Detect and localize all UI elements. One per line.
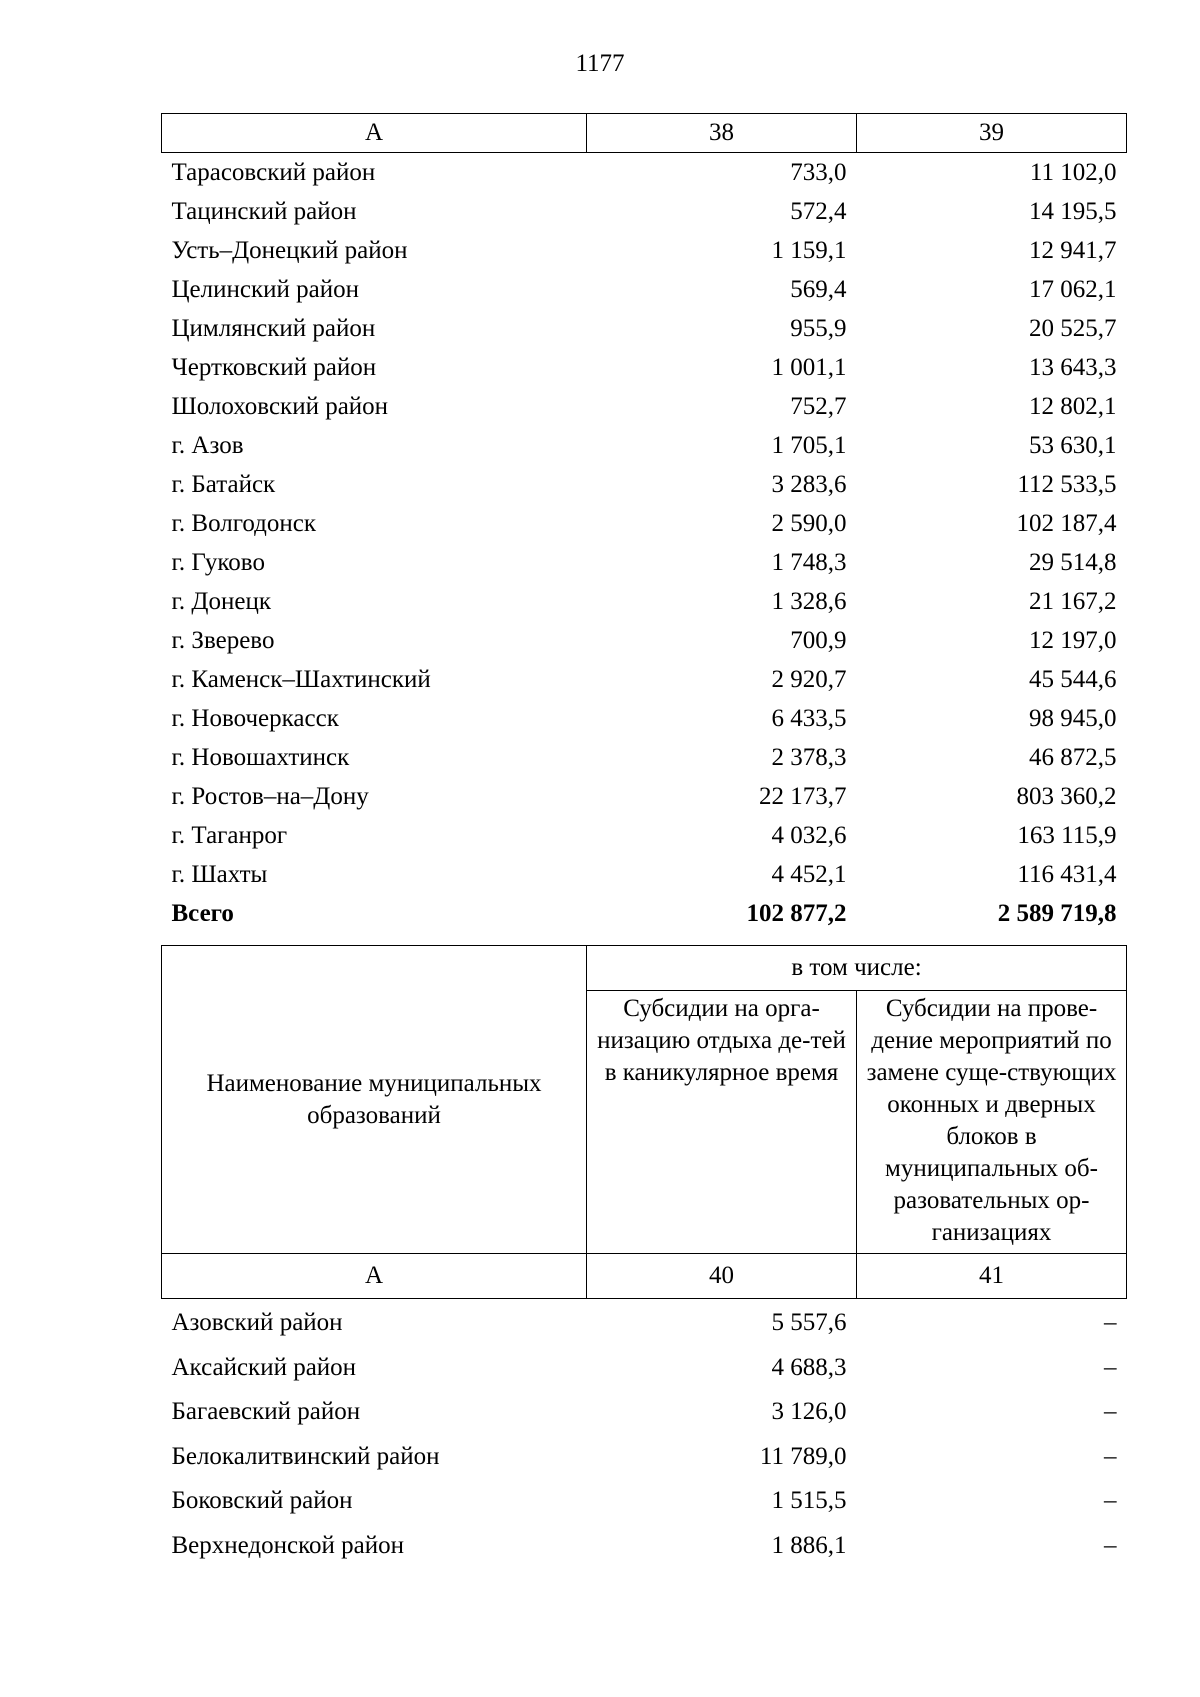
table-row	[162, 270, 1127, 309]
column-code-row	[162, 114, 1127, 153]
amount-cell: 46 872,5	[1029, 744, 1117, 771]
municipality-name-header: Наименование муниципальных образований	[162, 946, 587, 1254]
table-row	[162, 1524, 1127, 1569]
municipality-name: г. Волгодонск	[171, 510, 317, 537]
amount-cell: 112 533,5	[1017, 471, 1117, 498]
municipality-name: г. Шахты	[171, 861, 268, 888]
municipality-name: г. Гуково	[171, 549, 265, 576]
municipality-name: Шолоховский район	[171, 393, 389, 420]
municipality-name: Чертковский район	[171, 354, 377, 381]
table-row	[162, 309, 1127, 348]
column-code-38: 38	[587, 114, 857, 153]
amount-cell: 1 515,5	[771, 1487, 847, 1514]
amount-cell: 2 378,3	[771, 744, 847, 771]
municipality-name: г. Ростов–на–Дону	[171, 783, 369, 810]
municipality-name: Усть–Донецкий район	[171, 237, 408, 264]
municipality-name: г. Новошахтинск	[171, 744, 350, 771]
table-row	[162, 387, 1127, 426]
amount-cell: 955,9	[790, 315, 847, 342]
municipality-name: Аксайский район	[171, 1353, 357, 1381]
amount-cell: 752,7	[790, 393, 847, 420]
amount-cell: 45 544,6	[1029, 666, 1117, 693]
municipality-name: г. Батайск	[171, 471, 276, 498]
amount-cell: –	[1104, 1353, 1117, 1381]
amount-cell: 12 802,1	[1029, 393, 1117, 420]
amount-cell: 21 167,2	[1029, 588, 1117, 615]
amount-cell: 4 032,6	[771, 822, 847, 849]
municipality-name: г. Таганрог	[171, 822, 288, 849]
amount-cell: 11 789,0	[759, 1442, 847, 1470]
col41-header: Субсидии на прове-дение мероприятий по замене суще-ствующих оконных и дверных блоков в муниципальных об-разовательных ор-ганизациях	[857, 991, 1127, 1254]
table-row	[162, 465, 1127, 504]
column-code-row	[162, 1254, 1127, 1299]
table-row	[162, 699, 1127, 738]
table-row	[162, 543, 1127, 582]
amount-cell: 12 941,7	[1029, 237, 1117, 264]
amount-cell: 5 557,6	[771, 1309, 847, 1336]
column-code-39: 39	[857, 114, 1127, 153]
amount-cell: 3 283,6	[771, 471, 847, 498]
amount-cell: 11 102,0	[1029, 159, 1117, 186]
table-row	[162, 1479, 1127, 1524]
municipality-name: Боковский район	[171, 1487, 353, 1514]
table-row	[162, 621, 1127, 660]
amount-cell: –	[1104, 1487, 1117, 1514]
amount-cell: –	[1104, 1309, 1117, 1336]
municipality-name: Тарасовский район	[171, 159, 376, 186]
municipality-name: Целинский район	[171, 276, 359, 303]
amount-cell: 29 514,8	[1029, 549, 1117, 576]
amount-cell: 1 328,6	[771, 588, 847, 615]
municipality-name: Верхнедонской район	[171, 1531, 404, 1559]
municipality-name: г. Каменск–Шахтинский	[171, 666, 431, 693]
municipality-name: Белокалитвинский район	[171, 1442, 440, 1470]
column-code-41: 41	[857, 1254, 1127, 1299]
table-row	[162, 1346, 1127, 1391]
amount-cell: 1 748,3	[771, 549, 847, 576]
municipality-name: г. Зверево	[171, 627, 275, 654]
table-row	[162, 660, 1127, 699]
municipality-name: Тацинский район	[171, 198, 357, 225]
amount-cell: 4 688,3	[771, 1353, 847, 1381]
municipality-name: Цимлянский район	[171, 315, 376, 342]
table-row	[162, 1299, 1127, 1346]
amount-cell: 1 159,1	[771, 237, 847, 264]
total-label: Всего	[171, 900, 234, 927]
column-code-a: А	[162, 1254, 587, 1299]
amount-cell: 1 001,1	[771, 354, 847, 381]
column-code-40: 40	[587, 1254, 857, 1299]
amount-cell: 733,0	[790, 159, 847, 186]
table-row	[162, 426, 1127, 465]
amount-cell: 803 360,2	[1016, 783, 1117, 810]
table-row	[162, 504, 1127, 543]
municipality-name: Азовский район	[171, 1309, 343, 1336]
amount-cell: –	[1104, 1398, 1117, 1425]
amount-cell: 4 452,1	[771, 861, 847, 888]
table-row	[162, 855, 1127, 894]
amount-cell: 2 920,7	[771, 666, 847, 693]
table-row	[162, 816, 1127, 855]
amount-cell: 3 126,0	[771, 1398, 847, 1425]
total-row	[162, 894, 1127, 933]
amount-cell: 569,4	[790, 276, 847, 303]
table-body	[162, 153, 1127, 934]
column-code-a: А	[162, 114, 587, 153]
amount-cell: 1 886,1	[771, 1531, 847, 1559]
table-row	[162, 192, 1127, 231]
amount-cell: 700,9	[790, 627, 847, 654]
amount-cell: 98 945,0	[1029, 705, 1117, 732]
table-row	[162, 1390, 1127, 1435]
amount-cell: 12 197,0	[1029, 627, 1117, 654]
amount-cell: 20 525,7	[1029, 315, 1117, 342]
table-row	[162, 738, 1127, 777]
municipality-name: г. Азов	[171, 432, 244, 459]
amount-cell: 116 431,4	[1017, 861, 1117, 888]
table-row	[162, 777, 1127, 816]
col40-header: Субсидии на орга-низацию отдыха де-тей в каникулярное время	[587, 991, 857, 1254]
municipality-name: г. Донецк	[171, 588, 271, 615]
amount-cell: 22 173,7	[759, 783, 847, 810]
budget-table-cols-40-41	[161, 945, 1127, 1568]
table-row	[162, 1435, 1127, 1480]
amount-cell: 102 187,4	[1016, 510, 1117, 537]
table-row	[162, 582, 1127, 621]
budget-table-cols-38-39	[161, 113, 1127, 933]
amount-cell: 17 062,1	[1029, 276, 1117, 303]
amount-cell: 163 115,9	[1017, 822, 1117, 849]
amount-cell: 2 590,0	[771, 510, 847, 537]
amount-cell: 14 195,5	[1029, 198, 1117, 225]
table-row	[162, 231, 1127, 270]
amount-cell: 6 433,5	[771, 705, 847, 732]
total-amount: 2 589 719,8	[997, 900, 1117, 927]
total-amount: 102 877,2	[746, 900, 847, 927]
amount-cell: 1 705,1	[771, 432, 847, 459]
table-body	[162, 1299, 1127, 1569]
table-row	[162, 348, 1127, 387]
municipality-name: г. Новочеркасск	[171, 705, 339, 732]
including-header: в том числе:	[587, 946, 1127, 991]
amount-cell: –	[1104, 1531, 1117, 1559]
municipality-name: Багаевский район	[171, 1398, 361, 1425]
page-number: 1177	[575, 50, 625, 77]
amount-cell: 13 643,3	[1029, 354, 1117, 381]
amount-cell: –	[1104, 1442, 1117, 1470]
amount-cell: 53 630,1	[1029, 432, 1117, 459]
table-row	[162, 153, 1127, 193]
amount-cell: 572,4	[790, 198, 847, 225]
